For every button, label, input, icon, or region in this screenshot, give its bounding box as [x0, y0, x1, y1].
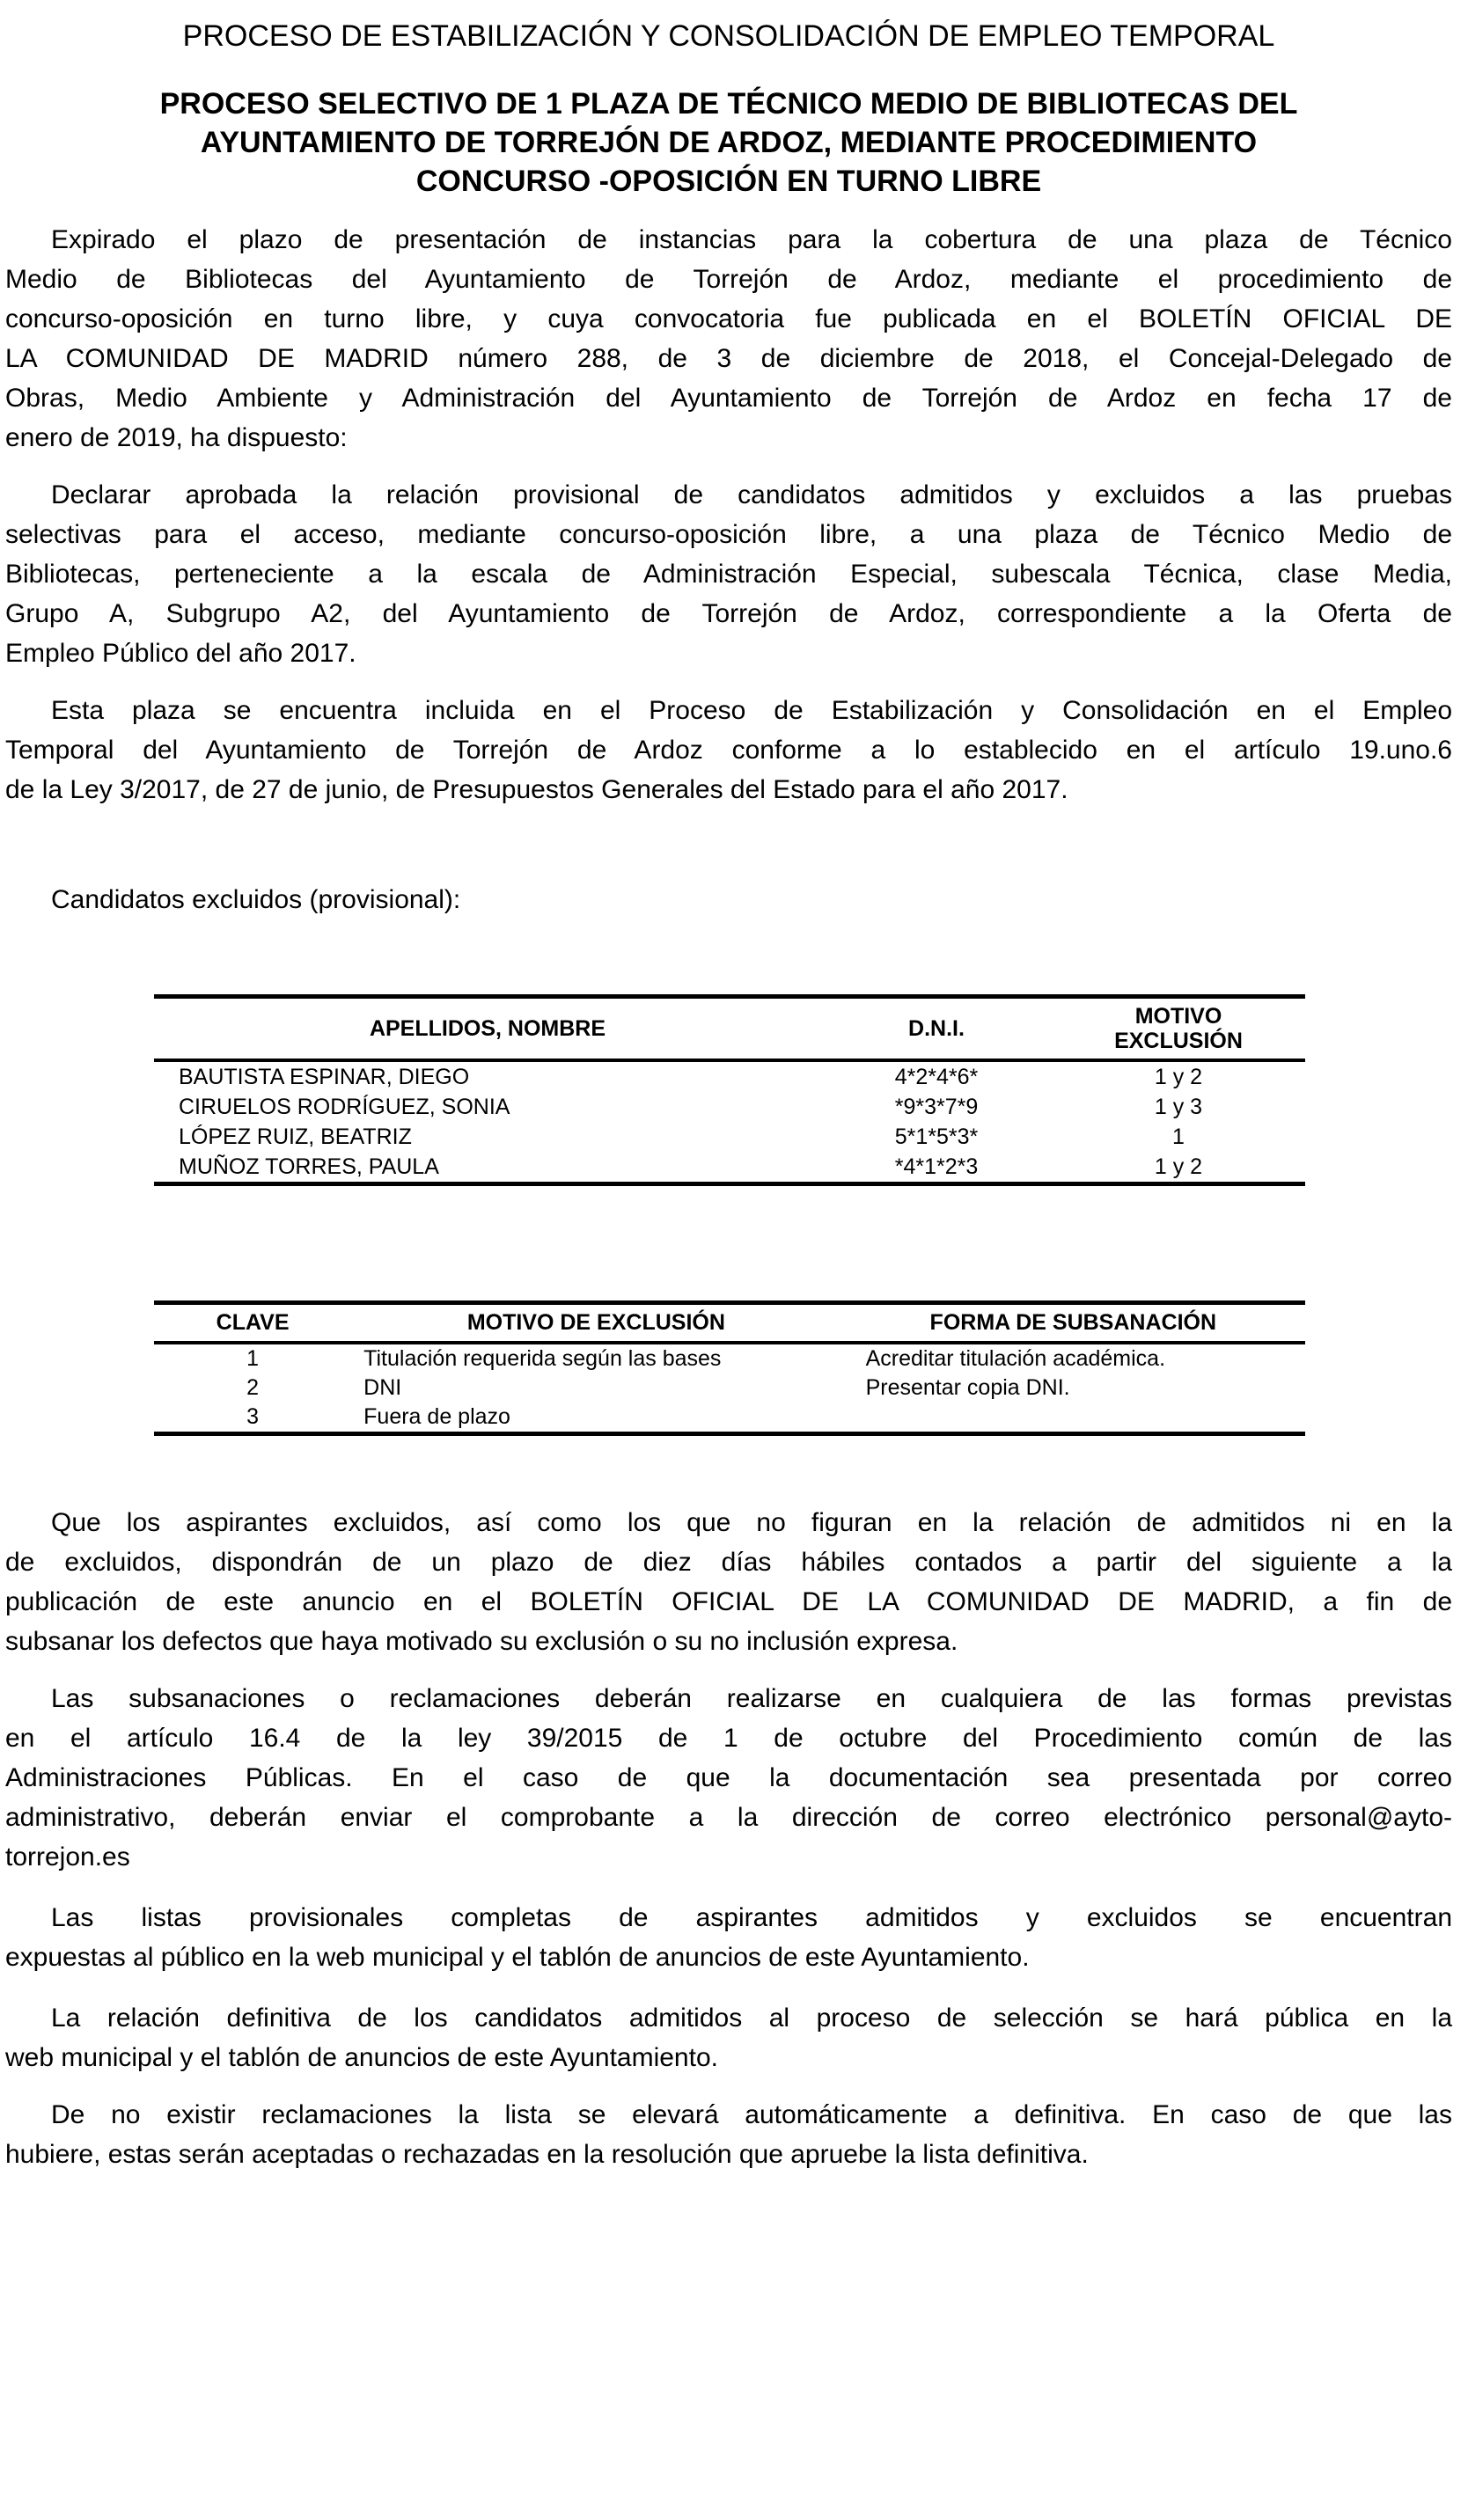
exclusion-keys-table: [154, 1300, 1305, 1436]
paragraph-declarar: Declarar aprobada la relación provisional de candidatos admitidos y excluidos a las pruebas selectivas para el acceso, mediante concurso-oposición libre, a una plaza de Técnico Medio de Bibliotecas, perteneciente a la escala de Administración Especial, subescala Técnica, clase Media, Grupo A, Subgrupo A2, del Ayuntamiento de Torrejón de Ardoz, correspondiente a la Oferta de Empleo Público del año 2017.: [5, 480, 1452, 668]
candidate-dni: *9*3*7*9: [894, 1095, 979, 1119]
table-row: [154, 1092, 1305, 1122]
remedy: Acreditar titulación académica.: [865, 1346, 1166, 1371]
candidate-name: MUÑOZ TORRES, PAULA: [179, 1154, 439, 1179]
process-title: PROCESO DE ESTABILIZACIÓN Y CONSOLIDACIÓN DE EMPLEO TEMPORAL: [182, 19, 1275, 53]
table-row: [154, 1403, 1305, 1434]
column-header-motivo: MOTIVO EXCLUSIÓN: [1052, 997, 1305, 1061]
key-number: 2: [246, 1375, 260, 1400]
exclusion-reason: Fuera de plazo: [363, 1404, 510, 1429]
paragraph-expirado: Expirado el plazo de presentación de instancias para la cobertura de una plaza de Técnico Medio de Bibliotecas del Ayuntamiento de Torrejón de Ardoz, mediante el procedimiento de concurso-oposición en turno libre, y cuya convocatoria fue publicada en el BOLETÍN OFICIAL DE LA COMUNIDAD DE MADRID número 288, de 3 de diciembre de 2018, el Concejal-Delegado de Obras, Medio Ambiente y Administración del Ayuntamiento de Torrejón de Ardoz en fecha 17 de enero de 2019, ha dispuesto:: [5, 225, 1452, 452]
candidate-exclusion-reason: 1 y 2: [1154, 1065, 1203, 1089]
candidate-name: BAUTISTA ESPINAR, DIEGO: [179, 1065, 470, 1089]
remedy: [841, 1403, 1305, 1434]
candidate-dni: 4*2*4*6*: [894, 1065, 979, 1089]
column-header-apellidos: APELLIDOS, NOMBRE: [154, 997, 821, 1061]
excluded-candidates-table: [154, 994, 1305, 1186]
remedy: Presentar copia DNI.: [865, 1375, 1070, 1400]
selection-title-line: AYUNTAMIENTO DE TORREJÓN DE ARDOZ, MEDIANTE PROCEDIMIENTO: [200, 126, 1258, 159]
exclusion-reason: DNI: [363, 1375, 402, 1400]
table-row: [154, 1152, 1305, 1184]
selection-title-line: CONCURSO -OPOSICIÓN EN TURNO LIBRE: [415, 165, 1042, 198]
paragraph-listas-provisionales: Las listas provisionales completas de aspirantes admitidos y excluidos se encuentran expuestas al público en la web municipal y el tablón de anuncios de este Ayuntamiento.: [5, 1903, 1452, 1972]
table-row: [154, 1343, 1305, 1374]
table-header-row: [154, 1303, 1305, 1344]
candidate-exclusion-reason: 1 y 2: [1154, 1154, 1203, 1179]
column-header-forma-subsanacion: FORMA DE SUBSANACIÓN: [841, 1303, 1305, 1344]
key-number: 1: [246, 1346, 260, 1371]
paragraph-estabilizacion: Esta plaza se encuentra incluida en el Proceso de Estabilización y Consolidación en el Empleo Temporal del Ayuntamiento de Torrejón de Ardoz conforme a lo establecido en el artículo 19.uno.6 de la Ley 3/2017, de 27 de junio, de Presupuestos Generales del Estado para el año 2017.: [5, 696, 1452, 804]
paragraph-relacion-definitiva: La relación definitiva de los candidatos admitidos al proceso de selección se hará pública en la web municipal y el tablón de anuncios de este Ayuntamiento.: [5, 2004, 1452, 2072]
paragraph-subsanaciones: Las subsanaciones o reclamaciones deberán realizarse en cualquiera de las formas previstas en el artículo 16.4 de la ley 39/2015 de 1 de octubre del Procedimiento común de las Administraciones Públicas. En el caso de que la documentación sea presentada por correo administrativo, deberán enviar el comprobante a la dirección de correo electrónico personal@ayto- torrejon.es: [5, 1684, 1452, 1872]
column-header-motivo-exclusion: MOTIVO DE EXCLUSIÓN: [351, 1303, 840, 1344]
exclusion-reason: Titulación requerida según las bases: [363, 1346, 722, 1371]
column-header-clave: CLAVE: [154, 1303, 351, 1344]
selection-title-line: PROCESO SELECTIVO DE 1 PLAZA DE TÉCNICO MEDIO DE BIBLIOTECAS DEL: [159, 87, 1298, 121]
column-header-dni: D.N.I.: [821, 997, 1052, 1061]
candidate-exclusion-reason: 1: [1172, 1124, 1185, 1149]
candidate-name: LÓPEZ RUIZ, BEATRIZ: [179, 1124, 412, 1149]
excluded-candidates-heading: Candidatos excluidos (provisional):: [51, 885, 461, 914]
paragraph-reclamaciones: De no existir reclamaciones la lista se elevará automáticamente a definitiva. En caso de que las hubiere, estas serán aceptadas o rechazadas en la resolución que apruebe la lista definitiva.: [5, 2100, 1452, 2169]
table-row: [154, 1374, 1305, 1403]
candidate-name: CIRUELOS RODRÍGUEZ, SONIA: [179, 1095, 510, 1119]
paragraph-aspirantes-excluidos: Que los aspirantes excluidos, así como los que no figuran en la relación de admitidos ni en la de excluidos, dispondrán de un plazo de diez días hábiles contados a partir del siguiente a la publicación de este anuncio en el BOLETÍN OFICIAL DE LA COMUNIDAD DE MADRID, a fin de subsanar los defectos que haya motivado su exclusión o su no inclusión expresa.: [5, 1508, 1452, 1656]
candidate-exclusion-reason: 1 y 3: [1154, 1095, 1203, 1119]
table-row: [154, 1060, 1305, 1092]
key-number: 3: [246, 1404, 260, 1429]
table-header-row: [154, 997, 1305, 1061]
document-content: [0, 18, 1468, 2174]
table-row: [154, 1122, 1305, 1152]
candidate-dni: 5*1*5*3*: [894, 1124, 979, 1149]
candidate-dni: *4*1*2*3: [894, 1154, 979, 1179]
selection-title: [5, 84, 1452, 201]
